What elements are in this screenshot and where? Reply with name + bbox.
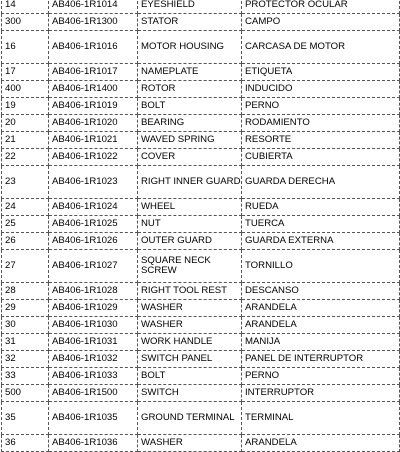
spanish-description-cell: RESORTE <box>242 132 400 149</box>
spanish-description-cell: PROTECTOR OCULAR <box>242 0 400 14</box>
spanish-description-cell: INTERRUPTOR <box>242 385 400 402</box>
spanish-description-cell: GUARDA EXTERNA <box>242 233 400 250</box>
part-number-cell: AB406-1R1014 <box>49 0 138 14</box>
ref-number-cell: 22 <box>2 149 49 166</box>
spanish-description-cell: CARCASA DE MOTOR <box>242 31 400 64</box>
ref-number-cell: 21 <box>2 132 49 149</box>
table-row <box>2 132 400 149</box>
table-row <box>2 0 400 14</box>
description-cell: WASHER <box>138 317 242 334</box>
table-row <box>2 385 400 402</box>
table-row <box>2 199 400 216</box>
description-cell: WAVED SPRING <box>138 132 242 149</box>
part-number-cell: AB406-1R1035 <box>49 402 138 435</box>
part-number-cell: AB406-1R1020 <box>49 115 138 132</box>
part-number-cell: AB406-1R1027 <box>49 250 138 283</box>
spanish-description-cell: TERMINAL <box>242 402 400 435</box>
ref-number-cell: 400 <box>2 81 49 98</box>
ref-number-cell: 35 <box>2 402 49 435</box>
table-row <box>2 334 400 351</box>
table-row <box>2 283 400 300</box>
ref-number-cell: 300 <box>2 14 49 31</box>
ref-number-cell: 29 <box>2 300 49 317</box>
table-row <box>2 317 400 334</box>
spanish-description-cell: INDUCIDO <box>242 81 400 98</box>
spanish-description-cell: DESCANSO <box>242 283 400 300</box>
ref-number-cell: 24 <box>2 199 49 216</box>
ref-number-cell: 14 <box>2 0 49 14</box>
description-cell: BOLT <box>138 368 242 385</box>
spanish-description-cell: PERNO <box>242 368 400 385</box>
parts-list-table <box>1 0 400 452</box>
part-number-cell: AB406-1R1028 <box>49 283 138 300</box>
part-number-cell: AB406-1R1029 <box>49 300 138 317</box>
spanish-description-cell: GUARDA DERECHA <box>242 166 400 199</box>
ref-number-cell: 16 <box>2 31 49 64</box>
table-row <box>2 351 400 368</box>
description-cell: GROUND TERMINAL <box>138 402 242 435</box>
part-number-cell: AB406-1R1036 <box>49 435 138 452</box>
ref-number-cell: 33 <box>2 368 49 385</box>
description-cell: NUT <box>138 216 242 233</box>
ref-number-cell: 20 <box>2 115 49 132</box>
part-number-cell: AB406-1R1024 <box>49 199 138 216</box>
part-number-cell: AB406-1R1400 <box>49 81 138 98</box>
spanish-description-cell: CUBIERTA <box>242 149 400 166</box>
ref-number-cell: 31 <box>2 334 49 351</box>
table-row <box>2 435 400 452</box>
ref-number-cell: 30 <box>2 317 49 334</box>
part-number-cell: AB406-1R1300 <box>49 14 138 31</box>
description-cell: WASHER <box>138 435 242 452</box>
ref-number-cell: 27 <box>2 250 49 283</box>
description-cell: BOLT <box>138 98 242 115</box>
part-number-cell: AB406-1R1019 <box>49 98 138 115</box>
table-row <box>2 216 400 233</box>
description-cell: WASHER <box>138 300 242 317</box>
description-cell: STATOR <box>138 14 242 31</box>
spanish-description-cell: CAMPO <box>242 14 400 31</box>
description-cell: COVER <box>138 149 242 166</box>
spanish-description-cell: ARANDELA <box>242 300 400 317</box>
ref-number-cell: 28 <box>2 283 49 300</box>
parts-list-body <box>2 0 400 452</box>
spanish-description-cell: MANIJA <box>242 334 400 351</box>
table-row <box>2 368 400 385</box>
ref-number-cell: 17 <box>2 64 49 81</box>
ref-number-cell: 36 <box>2 435 49 452</box>
table-row <box>2 402 400 435</box>
spanish-description-cell: RODAMIENTO <box>242 115 400 132</box>
description-cell: WORK HANDLE <box>138 334 242 351</box>
table-row <box>2 250 400 283</box>
description-cell: ROTOR <box>138 81 242 98</box>
description-cell: SQUARE NECK SCREW <box>138 250 242 283</box>
ref-number-cell: 23 <box>2 166 49 199</box>
part-number-cell: AB406-1R1030 <box>49 317 138 334</box>
description-cell: OUTER GUARD <box>138 233 242 250</box>
table-row <box>2 31 400 64</box>
table-row <box>2 149 400 166</box>
description-cell: MOTOR HOUSING <box>138 31 242 64</box>
table-row <box>2 14 400 31</box>
spanish-description-cell: TORNILLO <box>242 250 400 283</box>
description-cell: SWITCH PANEL <box>138 351 242 368</box>
ref-number-cell: 26 <box>2 233 49 250</box>
table-row <box>2 115 400 132</box>
spanish-description-cell: PERNO <box>242 98 400 115</box>
part-number-cell: AB406-1R1021 <box>49 132 138 149</box>
part-number-cell: AB406-1R1032 <box>49 351 138 368</box>
part-number-cell: AB406-1R1017 <box>49 64 138 81</box>
part-number-cell: AB406-1R1026 <box>49 233 138 250</box>
description-cell: WHEEL <box>138 199 242 216</box>
description-cell: BEARING <box>138 115 242 132</box>
table-row <box>2 300 400 317</box>
spanish-description-cell: TUERCA <box>242 216 400 233</box>
ref-number-cell: 19 <box>2 98 49 115</box>
ref-number-cell: 32 <box>2 351 49 368</box>
spanish-description-cell: RUEDA <box>242 199 400 216</box>
table-row <box>2 98 400 115</box>
spanish-description-cell: ARANDELA <box>242 317 400 334</box>
spanish-description-cell: ARANDELA <box>242 435 400 452</box>
description-cell: RIGHT INNER GUARD <box>138 166 242 199</box>
description-cell: RIGHT TOOL REST <box>138 283 242 300</box>
part-number-cell: AB406-1R1033 <box>49 368 138 385</box>
description-cell: SWITCH <box>138 385 242 402</box>
spanish-description-cell: PANEL DE INTERRUPTOR <box>242 351 400 368</box>
description-cell: NAMEPLATE <box>138 64 242 81</box>
table-row <box>2 233 400 250</box>
part-number-cell: AB406-1R1031 <box>49 334 138 351</box>
part-number-cell: AB406-1R1016 <box>49 31 138 64</box>
table-row <box>2 64 400 81</box>
ref-number-cell: 500 <box>2 385 49 402</box>
part-number-cell: AB406-1R1500 <box>49 385 138 402</box>
table-row <box>2 166 400 199</box>
part-number-cell: AB406-1R1025 <box>49 216 138 233</box>
part-number-cell: AB406-1R1023 <box>49 166 138 199</box>
part-number-cell: AB406-1R1022 <box>49 149 138 166</box>
table-row <box>2 81 400 98</box>
spanish-description-cell: ETIQUETA <box>242 64 400 81</box>
description-cell: EYESHIELD <box>138 0 242 14</box>
ref-number-cell: 25 <box>2 216 49 233</box>
